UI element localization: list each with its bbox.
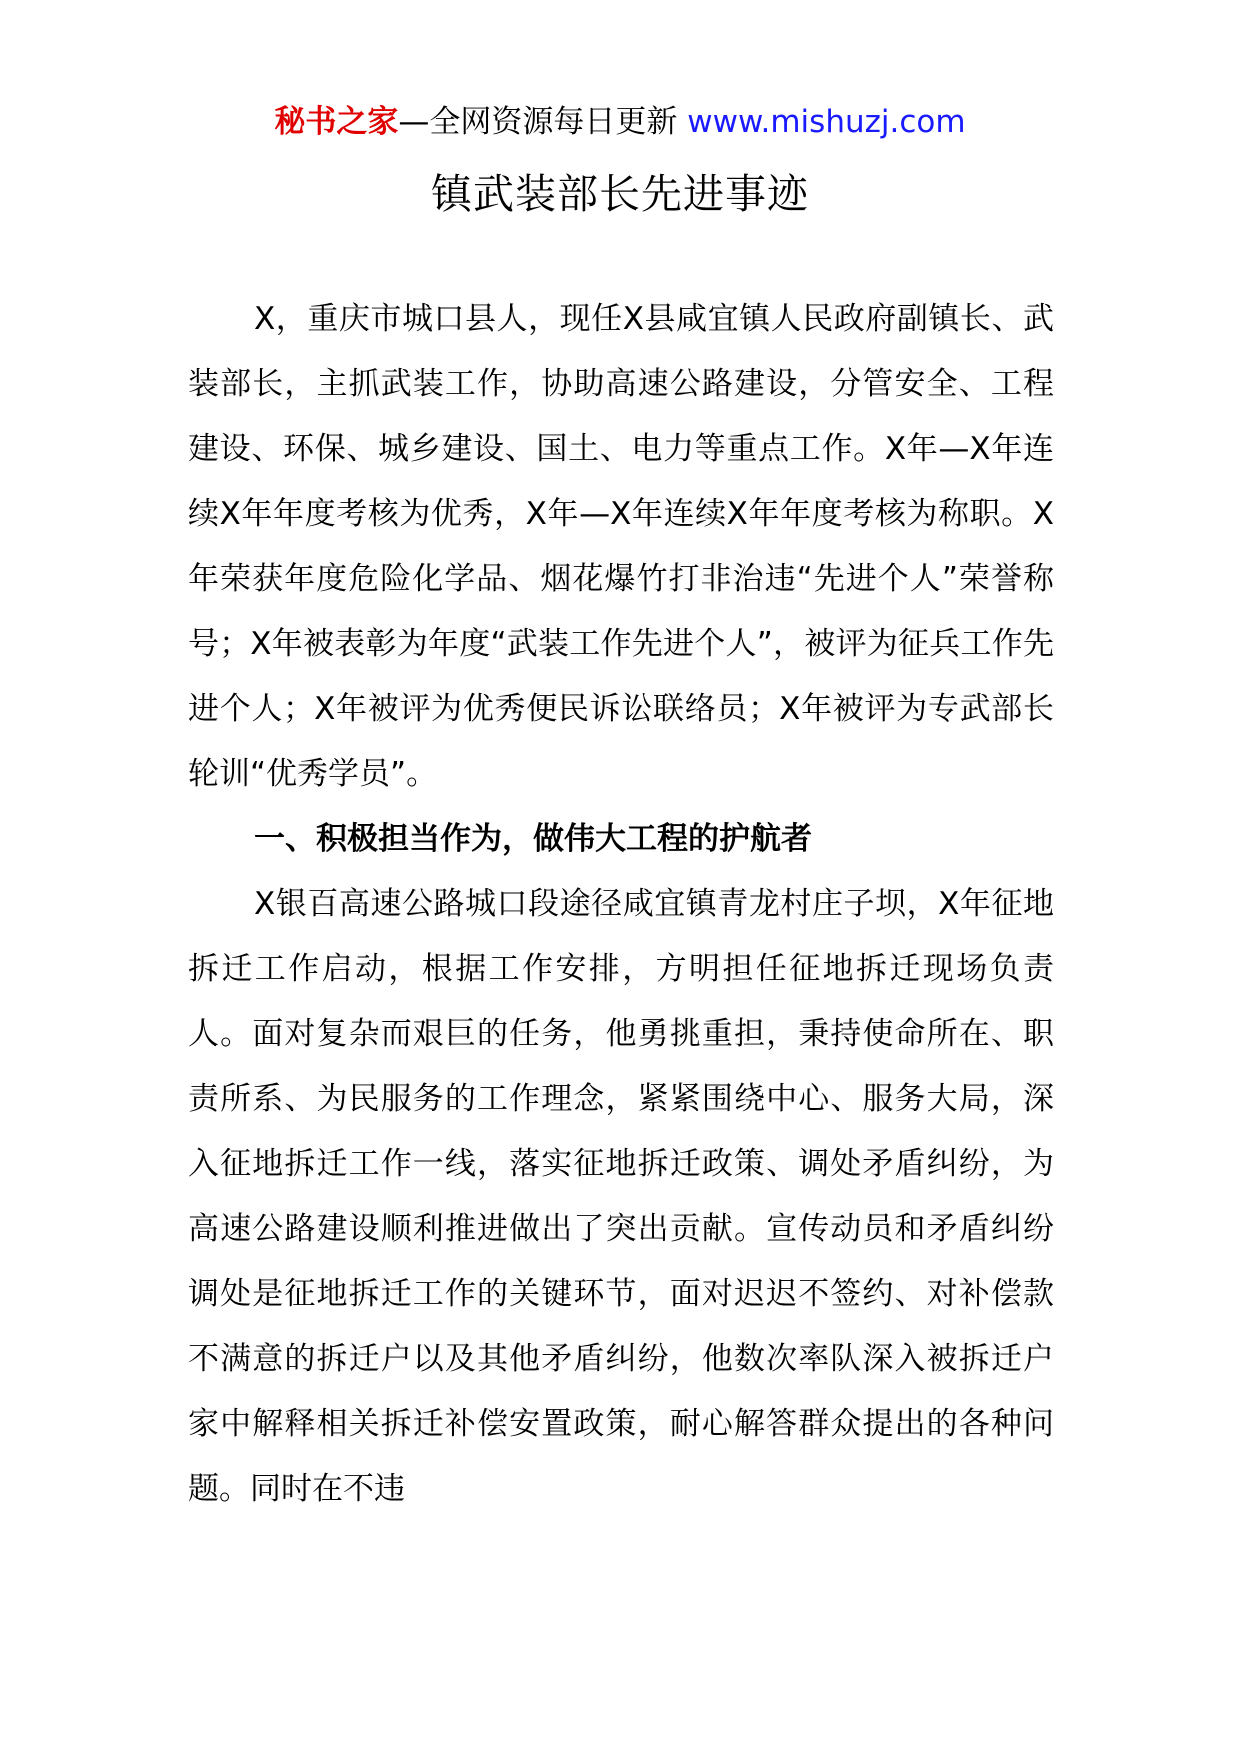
site-header	[0, 100, 1240, 144]
document-body	[188, 287, 1054, 1522]
site-tagline: —全网资源每日更新	[398, 104, 678, 140]
site-name: 秘书之家	[274, 104, 399, 140]
paragraph-section-1: X银百高速公路城口段途径咸宜镇青龙村庄子坝，X年征地拆迁工作启动，根据工作安排，方明担任征地拆迁现场负责人。面对复杂而艰巨的任务，他勇挑重担，秉持使命所在、职责所系、为民服务的工作理念，紧紧围绕中心、服务大局，深入征地拆迁工作一线，落实征地拆迁政策、调处矛盾纠纷，为高速公路建设顺利推进做出了突出贡献。宣传动员和矛盾纠纷调处是征地拆迁工作的关键环节，面对迟迟不签约、对补偿款不满意的拆迁户以及其他矛盾纠纷，他数次率队深入被拆迁户家中解释相关拆迁补偿安置政策，耐心解答群众提出的各种问题。同时在不违	[188, 886, 1054, 1507]
site-url-link[interactable]: www.mishuzj.com	[687, 104, 966, 140]
section-heading-1: 一、积极担当作为，做伟大工程的护航者	[254, 821, 812, 857]
document-title: 镇武装部长先进事迹	[431, 170, 809, 218]
paragraph-intro: X，重庆市城口县人，现任X县咸宜镇人民政府副镇长、武装部长，主抓武装工作，协助高速公路建设，分管安全、工程建设、环保、城乡建设、国土、电力等重点工作。X年—X年连续X年年度考核为优秀，X年—X年连续X年年度考核为称职。X年荣获年度危险化学品、烟花爆竹打非治违“先进个人”荣誉称号；X年被表彰为年度“武装工作先进个人”，被评为征兵工作先进个人；X年被评为优秀便民诉讼联络员；X年被评为专武部长轮训“优秀学员”。	[188, 301, 1054, 792]
